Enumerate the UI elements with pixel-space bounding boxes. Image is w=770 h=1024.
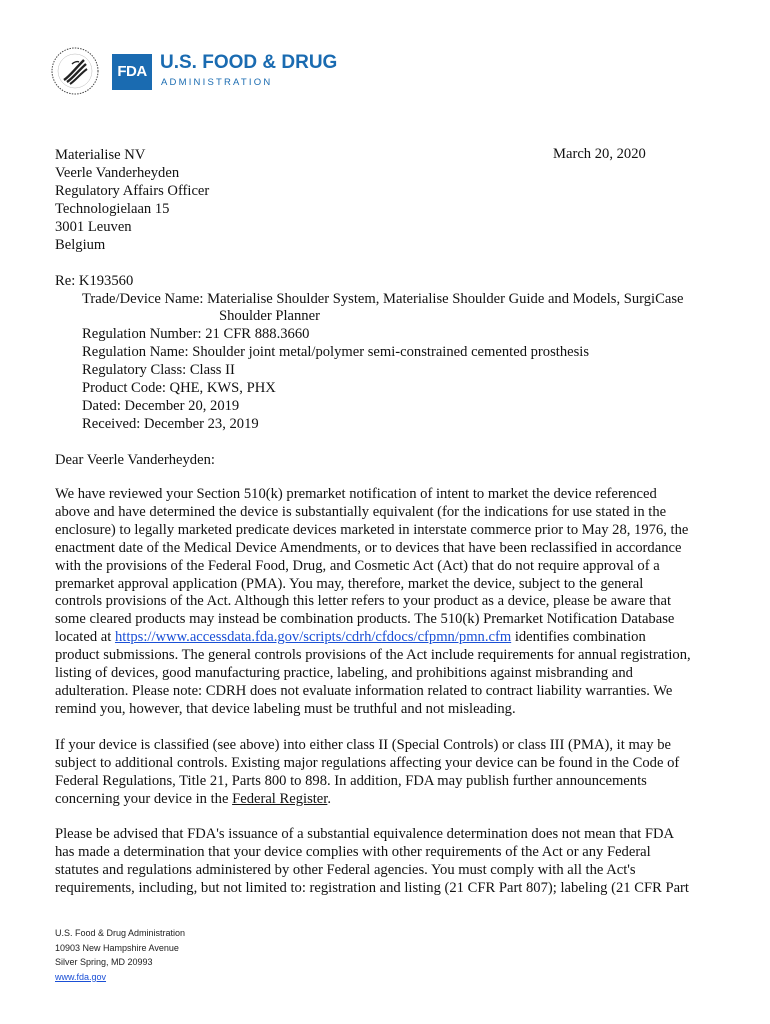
para2-text: .: [327, 790, 331, 807]
para1-line: listing of devices, good manufacturing practice, labeling, and prohibitions against misbranding and: [55, 665, 633, 682]
footer-org: U.S. Food & Drug Administration: [55, 928, 186, 938]
agency-name: U.S. FOOD & DRUG: [160, 52, 338, 73]
para1-line: enactment date of the Medical Device Amendments, or to devices that have been reclassified in accordance: [55, 539, 682, 556]
fda-logo: [50, 44, 338, 104]
para1-line: premarket approval application (PMA). You may, therefore, market the device, subject to the general: [55, 575, 644, 592]
para2-line: [55, 791, 715, 809]
para2-line: Federal Regulations, Title 21, Parts 800 to 898. In addition, FDA may publish further announcements: [55, 772, 647, 789]
para1-line: with the provisions of the Federal Food, Drug, and Cosmetic Act (Act) that do not require approval of a: [55, 557, 660, 574]
recipient-city: 3001 Leuven: [55, 219, 132, 235]
product-code: Product Code: QHE, KWS, PHX: [82, 380, 276, 396]
paragraph-1: [55, 486, 715, 719]
recipient-name: Veerle Vanderheyden: [55, 165, 180, 181]
para2-line: subject to additional controls. Existing major regulations affecting your device can be found in the Code of: [55, 754, 680, 771]
fda-website-link[interactable]: www.fda.gov: [55, 971, 107, 982]
para3-line: statutes and regulations administered by other Federal agencies. You must comply with all the Act's: [55, 861, 636, 878]
para3-line: has made a determination that your device complies with other requirements of the Act or any Federal: [55, 843, 651, 860]
trade-device-name-cont: Shoulder Planner: [219, 308, 320, 324]
trade-device-name: Trade/Device Name: Materialise Shoulder System, Materialise Shoulder Guide and Models, SurgiCase: [82, 291, 684, 307]
recipient-country: Belgium: [55, 237, 106, 253]
agency-subtitle: ADMINISTRATION: [161, 77, 273, 88]
regulation-number: Regulation Number: 21 CFR 888.3660: [82, 326, 310, 342]
para1-line: We have reviewed your Section 510(k) premarket notification of intent to market the device referenced: [55, 486, 657, 502]
para1-line: enclosure) to legally marketed predicate devices marketed in interstate commerce prior to May 28, 1976, the: [55, 521, 689, 538]
para2-line: If your device is classified (see above) into either class II (Special Controls) or class III (PMA), it may be: [55, 737, 671, 753]
para3-line: Please be advised that FDA's issuance of a substantial equivalence determination does not mean that FDA: [55, 826, 675, 842]
footer-address: [55, 926, 185, 984]
footer-street: 10903 New Hampshire Avenue: [55, 942, 179, 953]
recipient-title: Regulatory Affairs Officer: [55, 183, 210, 199]
para1-line: controls provisions of the Act. Although this letter refers to your product as a device, please be aware that: [55, 593, 672, 610]
para1-line: remind you, however, that device labeling must be truthful and not misleading.: [55, 700, 516, 717]
para1-line: some cleared products may instead be combination products. The 510(k) Premarket Notification Database: [55, 611, 675, 628]
para1-text: located at: [55, 629, 115, 646]
paragraph-2: [55, 737, 715, 809]
received: Received: December 23, 2019: [82, 416, 259, 432]
fda-logo-box: FDA: [112, 54, 152, 90]
para1-line: adulteration. Please note: CDRH does not evaluate information related to contract liability warranties. We: [55, 682, 673, 699]
hhs-eagle-seal-icon: [50, 46, 100, 96]
recipient-street: Technologielaan 15: [55, 201, 170, 217]
paragraph-3: [55, 826, 715, 898]
para2-text: concerning your device in the: [55, 790, 233, 807]
para1-line: above and have determined the device is substantially equivalent (for the indications for use stated in the: [55, 503, 667, 520]
letter-date: March 20, 2020: [553, 146, 646, 162]
pmn-database-link[interactable]: https://www.accessdata.fda.gov/scripts/cdrh/cfdocs/cfpmn/pmn.cfm: [114, 629, 512, 646]
dated: Dated: December 20, 2019: [82, 398, 240, 414]
regulatory-class: Regulatory Class: Class II: [82, 362, 235, 378]
para1-line: [55, 629, 715, 647]
salutation: Dear Veerle Vanderheyden:: [55, 452, 215, 468]
recipient-company: Materialise NV: [55, 147, 146, 163]
re-line: Re: K193560: [55, 273, 134, 289]
para3-line: requirements, including, but not limited to: registration and listing (21 CFR Part 807); labeling (21 CFR Part: [55, 879, 689, 896]
federal-register-text: Federal Register: [232, 790, 328, 807]
regulation-name: Regulation Name: Shoulder joint metal/polymer semi-constrained cemented prosthesis: [82, 344, 590, 360]
footer-city: Silver Spring, MD 20993: [55, 957, 153, 967]
para1-text: identifies combination: [511, 629, 646, 646]
para1-line: product submissions. The general controls provisions of the Act include requirements for annual registration,: [55, 647, 691, 664]
